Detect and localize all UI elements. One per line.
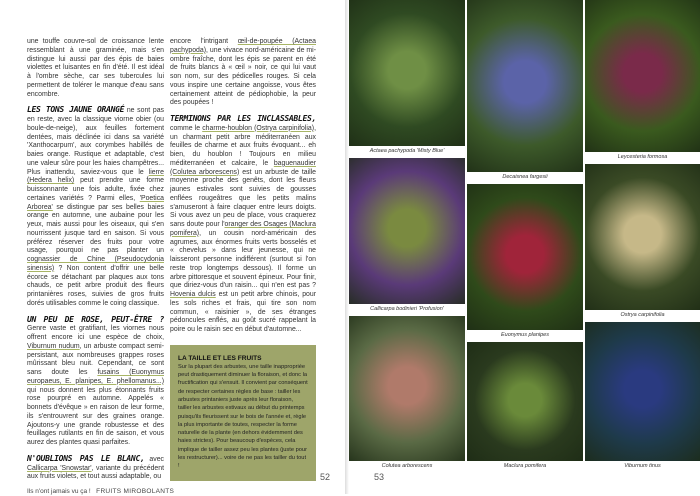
plant-photo	[467, 184, 583, 340]
text: , un arbuste compact semi-persistant, aux nombreuses grappes roses mûrissant bleu nuit. Cependant, ce sont sans doute les	[27, 342, 164, 376]
text: peut prendre une forme buissonnante une fois adulte, fixée chez certaines variétés ? Parmi elles,	[27, 177, 164, 202]
text: une touffe couvre-sol de croissance lente ressemblant à une graminée, mais s'en distingue lui aussi par des épis de baies violettes et luisantes en fin d'été. Il est idéal à l'ombre sèche, car ses tubercules lui permettent de tolérer le manque d'eau sans encombre.	[27, 38, 164, 98]
link-hovenia[interactable]: Hovenia dulcis	[170, 291, 216, 298]
link-fusains[interactable]: fusains (Euonymus europaeus, E. planipes, E. phellomanus...)	[27, 369, 164, 385]
text: avec	[144, 455, 164, 463]
section-heading: LES TONS JAUNE ORANGÉ	[27, 105, 125, 115]
text: est un petit arbre chinois, pour les sols riches et frais, qui tire son nom commun, « raisinier », de ses étranges pédoncules enflés, au goût sucré rappelant la poire ou le raisin sec en début d'automne...	[170, 291, 316, 333]
paragraph	[170, 38, 316, 108]
sidebar-box	[170, 345, 316, 481]
text: se distingue par ses belles baies orange en automne, une aubaine pour les yeux, mais aussi pour les oiseaux, qui s'en nourrissent jusque tard en saison. Si vous préférez réserver des fruits pour votre usage, pourquoi ne pas planter un	[27, 203, 164, 255]
photo-caption: Decaisnea fargesii	[467, 172, 583, 182]
link-baguenaudier[interactable]: baguenaudier (Colutea arborescens)	[170, 159, 316, 176]
text-column-1	[27, 38, 164, 482]
text: , variante du précédent aux fruits violets, et tout aussi adaptable, ou	[27, 464, 164, 481]
text: , un cousin nord-américain des agrumes, aux énormes fruits verts bosselés et « chevelus » dans leur jeunesse, qui ne laisseront personne indifférent (surtout si l'on reste trop longtemps dessous). Il forme un arbre pittoresque et souvent épineux. Pour finir, que diriez-vous d'un raisin... qui n'en est pas ?	[170, 229, 316, 290]
link-viburnum[interactable]: Viburnum nudum	[27, 342, 80, 350]
paragraph	[27, 455, 164, 482]
link-oranger[interactable]: oranger des Osages (Maclura pomifera)	[170, 221, 316, 237]
photo-caption: Viburnum tinus	[585, 461, 700, 471]
footer-series: Ils n'ont jamais vu ça !	[27, 488, 91, 495]
photo-caption: Colutea arborescens	[349, 461, 465, 471]
text: , un charmant petit arbre méditerranéen aux feuilles de charme et aux fruits évoquant... eh bien, du houblon ! Toujours en milieu méditerranéen et calcaire, le	[170, 124, 316, 167]
plant-photo	[349, 158, 465, 314]
link-cognassier[interactable]: cognassier de Chine (Pseudocydonia sinensis)	[27, 256, 164, 272]
paragraph	[27, 38, 164, 99]
paragraph	[170, 115, 316, 335]
photo-caption: Euonymus planipes	[467, 330, 583, 340]
photo-caption: Leycesteria formosa	[585, 152, 700, 162]
section-heading: TERMINONS PAR LES INCLASSABLES,	[170, 114, 316, 123]
left-column-wrapper	[27, 38, 175, 496]
photo-caption: Ostrya carpinifolia	[585, 310, 700, 320]
plant-photo	[585, 322, 700, 471]
link-lierre[interactable]: lierre (Hedera helix)	[27, 168, 164, 185]
link-poetica[interactable]: 'Poetica Arborea'	[27, 194, 164, 211]
text: encore l'intrigant	[170, 38, 238, 45]
text: , une vivace nord-américaine de mi-ombre fraîche, dont les épis se parent en été de fruits blancs à « œil » noir, ce qui lui vaut son nom, sur des pédicelles rouges. Si cela vous inspire une certaine angoisse, vous êtes certainement atteint de pédiophobie, la peur des poupées !	[170, 46, 316, 107]
paragraph	[27, 316, 164, 448]
text: ne sont pas en reste, avec la classique viorne obier (ou boule-de-neige), aux feuilles fortement dentées, mais déclinée ici dans sa variété 'Xanthocarpum', aux corymbes habillés de baies orange. Rustique et adaptable, c'est une valeur sûre pour les haies champêtres... Plus inattendu, saviez-vous que le	[27, 107, 164, 176]
text: qui nous donnent les plus étonnants fruits rose pourpré en automne. Appelés « bonnets d'évêque » en raison de leur forme, ils s'entrouvrent sur des graines orange. Ajoutons-y une grande robustesse et des feuillages rutilants en fin de saison, et vous aurez des plantes quasi parfaites.	[27, 386, 164, 446]
section-heading: UN PEU DE ROSE, PEUT-ÊTRE ?	[27, 314, 164, 324]
box-text: Sur la plupart des arbustes, une taille inappropriée peut drastiquement diminuer la floraison, et donc la fructification qui s'ensuit. Il convient par conséquent de respecter certaines règles de base : tailler les arbustes printaniers juste après leur floraison, tailler les arbustes estivaux au début du printemps puisqu'ils fleurissent sur le bois de l'année et, règle la plus importante de toutes, respecter la forme naturelle de la plante (en dehors évidemment des haies strictes). Pour beaucoup d'espèces, cela implique de tailler assez peu les plantes (juste pour les restructurer)... voire de ne pas les tailler du tout !	[178, 363, 308, 470]
section-heading: N'OUBLIONS PAS LE BLANC,	[27, 453, 145, 463]
link-callicarpa[interactable]: Callicarpa 'Snowstar'	[27, 464, 92, 472]
plant-photo	[467, 0, 583, 182]
plant-photo	[467, 342, 583, 471]
footer-section: FRUITS MIROBOLANTS	[96, 488, 175, 495]
photo-caption: Actaea pachypoda 'Misty Blue'	[349, 146, 465, 156]
page-number-right: 53	[374, 472, 385, 482]
text: est un arbuste de taille moyenne proche des genêts, dont les fleurs jaunes estivales sont suivies de gousses enflées rougeâtres que les petits malins s'amuseront à faire claquer entre leurs doigts. Si vous avez un peu de place, vous craquerez sans doute pour l'	[170, 168, 316, 228]
plant-photo	[349, 0, 465, 156]
box-title: LA TAILLE ET LES FRUITS	[178, 354, 262, 362]
text: Genre vaste et gratifiant, les viornes nous offrent encore ici une espèce de choix,	[27, 325, 164, 341]
text: comme le	[170, 124, 203, 132]
photo-caption: Callicarpa bodinieri 'Profusion'	[349, 304, 465, 314]
link-oeil-de-poupee[interactable]: œil-de-poupée (Actaea pachypoda)	[170, 38, 316, 54]
plant-photo	[585, 0, 700, 162]
text: ? Non content d'offrir une belle écorce se détachant par plaques aux tons chauds, ce petit arbre produit des fleurs printanières roses, suivies de gros fruits dorés utilisables comme le coing classique.	[27, 264, 164, 307]
paragraph	[27, 106, 164, 308]
page-number-left: 52	[320, 472, 331, 482]
plant-photo	[349, 316, 465, 471]
plant-photo	[585, 164, 700, 320]
photo-caption: Maclura pomifera	[467, 461, 583, 471]
text-column-2	[170, 38, 316, 481]
link-charme-houblon[interactable]: charme-houblon (Ostrya carpinifolia)	[202, 124, 315, 132]
